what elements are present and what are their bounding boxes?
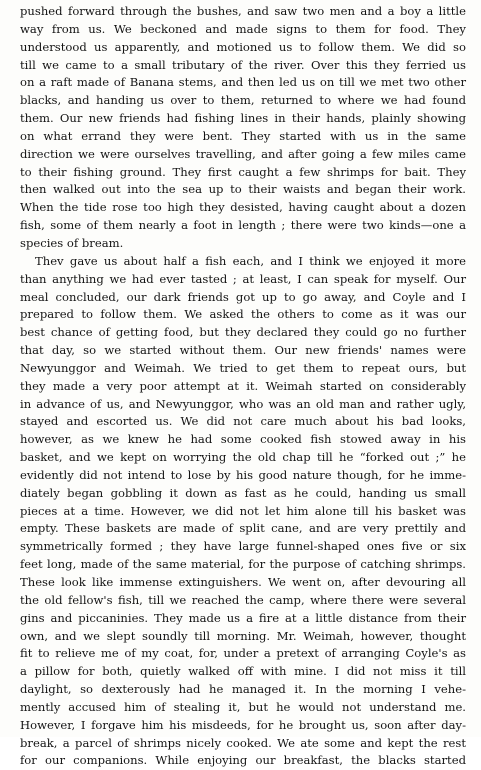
text-line: however, as we knew he had some cooked fish stowed away in his: [20, 432, 466, 447]
text-line: own, and we slept soundly till morning. Mr. Weimah, however, thought: [20, 628, 466, 643]
text-line: Newyunggor and Weimah. We tried to get them to repeat ours, but: [20, 360, 466, 375]
text-line: on a raft made of Banana stems, and then led us on till we met two other: [20, 75, 466, 90]
text-line: than anything we had ever tasted ; at least, I can speak for myself. Our: [20, 271, 466, 286]
text-line: for our companions. While enjoying our breakfast, the blacks started: [20, 753, 466, 768]
text-line: blacks, and handing us over to them, returned to where we had found: [20, 93, 466, 108]
text-line: prepared to follow them. We asked the others to come as it was our: [20, 307, 466, 322]
text-line: These look like immense extinguishers. We went on, after devouring all: [20, 575, 466, 589]
text-line: that day, so we started without them. Our new friends' names were: [20, 343, 466, 358]
text-line: pushed forward through the bushes, and saw two men and a boy a little: [20, 4, 466, 18]
paragraph-2: [20, 253, 466, 770]
text-line: feet long, made of the same material, for the purpose of catching shrimps.: [20, 557, 466, 572]
text-line: species of bream.: [20, 235, 124, 250]
text-line: best chance of getting food, but they declared they could go no further: [20, 325, 466, 340]
paragraph-1: [20, 3, 466, 253]
text-line: a pillow for both, quietly walked off with mine. I did not miss it till: [20, 664, 466, 679]
text-line: them. Our new friends had fishing lines in their hands, plainly showing: [20, 111, 466, 126]
text-line: basket, and we kept on worrying the old chap till he “forked out ;” he: [20, 450, 466, 465]
text-line: fish, some of them nearly a foot in length ; there were two kinds—one a: [20, 218, 466, 233]
text-line: pieces at a time. However, we did not let him alone till his basket was: [20, 503, 466, 518]
text-line: way from us. We beckoned and made signs to them for food. They: [20, 21, 466, 36]
text-line: daylight, so dexterously had he managed it. In the morning I vehe-: [20, 682, 466, 697]
page-text: [20, 3, 466, 770]
text-line: to their fishing ground. They first caught a few shrimps for bait. They: [20, 164, 466, 179]
text-line: symmetrically formed ; they have large funnel-shaped ones five or six: [20, 539, 466, 554]
text-line: then walked out into the sea up to their waists and began their work.: [20, 182, 466, 197]
text-line: on what errand they were bent. They started with us in the same: [20, 128, 466, 143]
text-line: direction we were ourselves travelling, and after going a few miles came: [20, 146, 466, 161]
text-line: in advance of us, and Newyunggor, who was an old man and rather ugly,: [20, 396, 466, 411]
text-line: they made a very poor attempt at it. Weimah started on considerably: [20, 378, 466, 393]
text-line: stayed and escorted us. We did not care much about his bad looks,: [20, 414, 466, 429]
text-line: mently accused him of stealing it, but he would not understand me.: [20, 699, 466, 714]
text-line: the old fellow's fish, till we reached the camp, where there were several: [20, 592, 466, 607]
text-line: empty. These baskets are made of split cane, and are very prettily and: [20, 521, 466, 536]
text-line: fit to relieve me of my coat, for, under a pretext of arranging Coyle's as: [20, 646, 466, 661]
text-line: break, a parcel of shrimps nicely cooked. We ate some and kept the rest: [20, 735, 466, 750]
text-line: Thev gave us about half a fish each, and I think we enjoyed it more: [35, 253, 466, 268]
text-line: gins and piccaninies. They made us a fire at a little distance from their: [20, 610, 466, 625]
text-line: till we came to a small tributary of the river. Over this they ferried us: [20, 57, 466, 72]
text-line: understood us apparently, and motioned us to follow them. We did so: [20, 39, 466, 54]
text-line: When the tide rose too high they desisted, having caught about a dozen: [20, 200, 466, 215]
text-line: However, I forgave him his misdeeds, for he brought us, soon after day-: [20, 717, 466, 732]
text-line: meal concluded, our dark friends got up to go away, and Coyle and I: [20, 289, 466, 304]
text-line: evidently did not intend to lose by his good nature though, for he imme-: [20, 467, 466, 482]
text-line: diately began gobbling it down as fast as he could, handing us small: [20, 485, 466, 500]
